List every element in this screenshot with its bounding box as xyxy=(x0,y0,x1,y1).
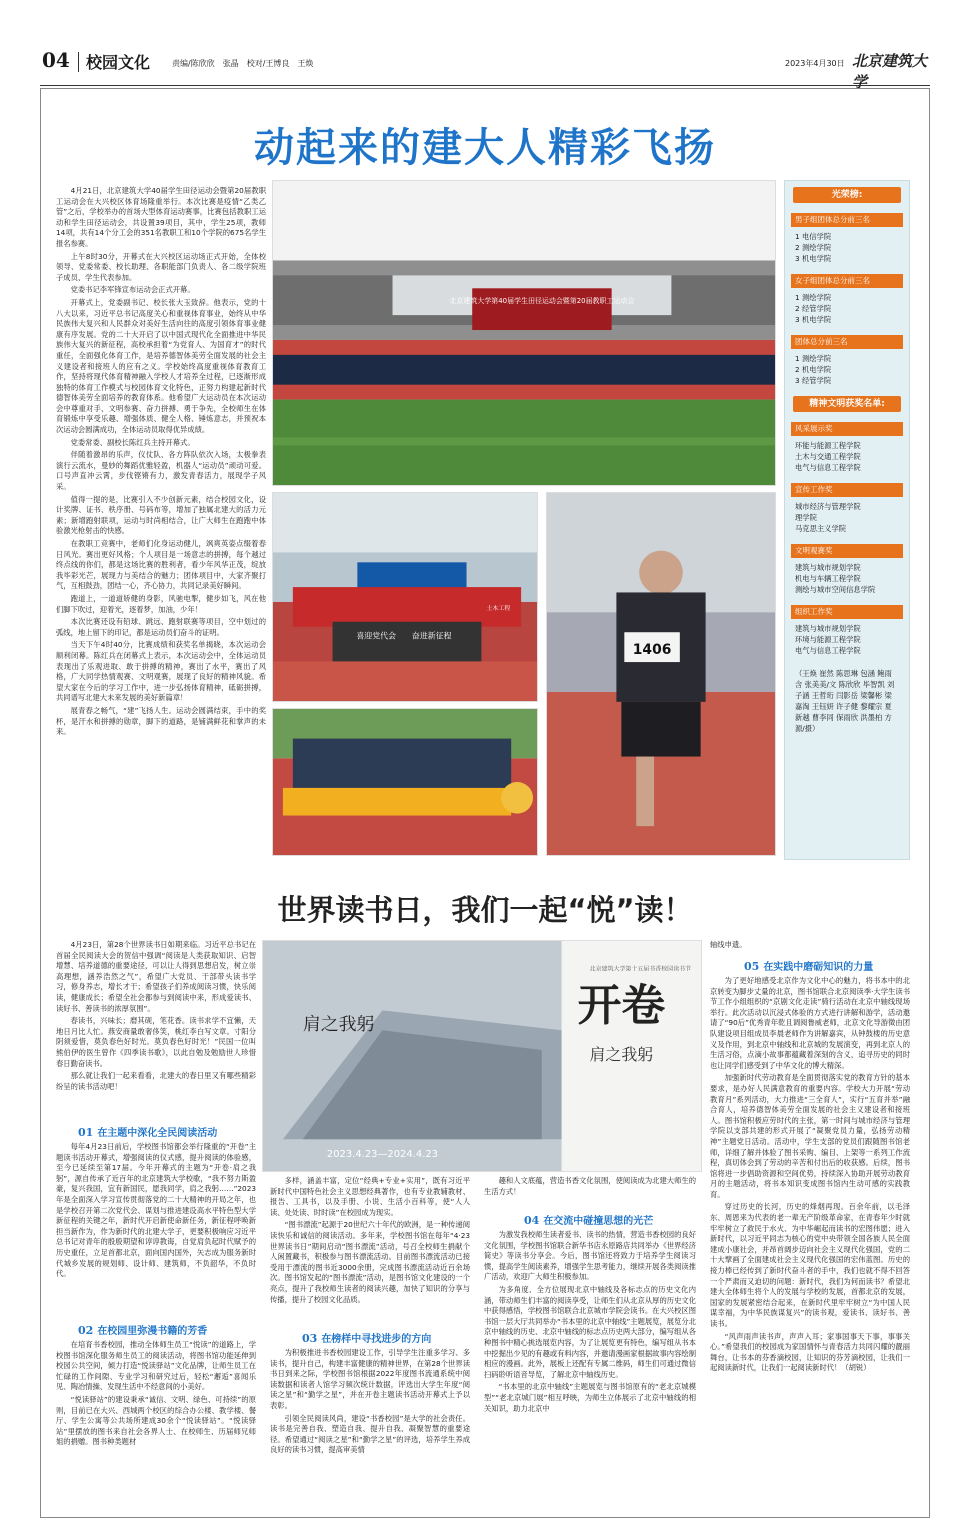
section-title: 在榜样中寻找进步的方向 xyxy=(321,1334,432,1345)
list-item: 机电与车辆工程学院 xyxy=(795,574,861,583)
section-01-body xyxy=(56,1142,256,1318)
list-women xyxy=(795,292,899,325)
list-item: 理学院 xyxy=(795,513,817,522)
sports-article xyxy=(56,186,266,856)
list-item: 3 机电学院 xyxy=(795,254,832,263)
paragraph: 加强新时代劳动教育是全面贯彻落实党的教育方针的基本要求，是办好人民满意教育的重要内容。学校大力开展“劳动教育月”系列活动，大力推进“三全育人”，实行“五育并举”融合育人，培养德智体美劳全面发展的社会主义建设者和接班人。图书馆积极应劳时代的主张，第一时间与城市经济与管理学院以支部共建的形式开展了“凝聚党员力量，弘扬劳动精神”主题党日活动。活动中，学生支部的党员们跟随图书馆老师，详细了解并体验了图书采购、编目、上架等一系列工作流程，真切体会到了劳动的辛苦和付出后的收获感。后续，图书馆将进一步倡助资源和空间优势，持续深入协助开展劳动教育月的主题活动，将书本知识变成图书馆内生动可感的实践教育。 xyxy=(710,1073,910,1199)
paragraph: 为激发我校师生读者爱书、读书的热情，营造书香校园的良好文化氛围，学校图书馆联合新华书店永原路店共同举办《世界经济简史》等读书分享会。今后，图书馆还将致力于培养学生阅读习惯，提高学生阅读素养，增强学生思考能力，继续开展各类阅读推广活动，欢迎广大师生积极参加。 xyxy=(484,1230,696,1282)
section-03-continued xyxy=(484,1176,696,1210)
honor-sidebar xyxy=(784,180,910,860)
section-04-body xyxy=(484,1230,696,1510)
category-zuzhi: 组织工作奖 xyxy=(791,605,903,619)
page-header xyxy=(40,44,930,91)
issue-date: 2023年4月30日 xyxy=(785,59,845,68)
section-03-heading xyxy=(302,1330,431,1345)
paragraph: 轴线申遗。 xyxy=(710,940,747,949)
section-title: 在实践中磨砺知识的力量 xyxy=(763,962,874,973)
list-item: 1 测绘学院 xyxy=(795,293,832,302)
race-bib-number: 1406 xyxy=(632,642,672,659)
list-item: 城市经济与管理学院 xyxy=(795,502,861,511)
paragraph: 每年4月23日前后，学校图书馆都会举行隆重的“开卷”主题读书活动开幕式，增强阅读的仪式感，提升阅读的体验感，至今已延续至第17届。今年开幕式的主题为“开卷·肩之我躬”，源自传承了近百年的北京建筑大学校歌，“我不努力斯盈豪，复兴我国，宜有新国民，愿我同学，肩之我躬……”2023年是全面深入学习宣传贯彻落党的二十大精神的开局之年，也是学校召开第二次党代会、谋划与推进建设高水平特色型大学新征程的关键之年，新时代开启新使命新任务，新征程呼唤新担当新作为，作为新时代的北建大学子，更要积极响应习近平总书记对青年的殷殷期望和谆谆教诲，自觉肩负起时代赋予的历史重任，立足首都北京，面向国内国外，矢志成为服务新时代城乡发展的规划师、设计师、建筑师，不负韶华，不负时代。 xyxy=(56,1142,256,1279)
list-item: 2 测绘学院 xyxy=(795,243,832,252)
list-item: 建筑与城市规划学院 xyxy=(795,563,861,572)
photo-credits: （王焕 崔然 陈思琳 包涵 鲍雨含 张美美/文 陈欣欣 毕智凯 刘子涵 王哲珩 闫影岳 梁馨彬 梁嘉淘 王钰妍 许子健 黎耀宗 夏新越 曹李同 保雨欣 洪墨柏 方源/摄） xyxy=(795,669,895,733)
list-item: 2 经管学院 xyxy=(795,304,832,313)
section-number: 01 xyxy=(78,1126,94,1139)
section-05-body xyxy=(710,976,910,1510)
caterpillar-race-photo xyxy=(272,708,538,856)
list-item: 3 机电学院 xyxy=(795,315,832,324)
list-xuanchuan xyxy=(795,501,899,534)
list-item: 马克思主义学院 xyxy=(795,524,847,533)
list-item: 电气与信息工程学院 xyxy=(795,463,861,472)
category-fengcai: 风采展示奖 xyxy=(791,422,903,436)
poster-main-text: 开卷 xyxy=(577,980,666,1032)
category-wenming: 文明观赛奖 xyxy=(791,544,903,558)
list-men xyxy=(795,231,899,264)
list-item: 环境与能源工程学院 xyxy=(795,635,861,644)
flag-text-1: 喜迎党代会 xyxy=(356,631,397,641)
paragraph: 上午8时30分，开幕式在大兴校区运动场正式开始，全体校领导、党委常委、校长助理、各职能部门负责人、各二级学院班子成员、学生代表参加。 xyxy=(56,251,266,282)
section-number: 02 xyxy=(78,1324,94,1337)
section-title: 在校园里弥漫书籍的芳香 xyxy=(97,1326,208,1337)
paragraph: “风声雨声读书声，声声入耳；家事国事天下事，事事关心。”希望我们的校园成为家国情怀与青春活力共同闪耀的靓丽舞台，让书本的芬香滴校园，让知识的芬芳滴校园，让我们一起阅读新时代，让我们一起阅读新时代！（胡锐） xyxy=(710,1331,910,1373)
section-number: 03 xyxy=(302,1332,318,1345)
list-wenming xyxy=(795,562,899,595)
list-item: 电气与信息工程学院 xyxy=(795,646,861,655)
paragraph: 为多角度、全方位展现北京中轴线及各标志点的历史文化内涵，带动师生们丰富的阅读享受，让师生们从北京从厚的历史文化中获得感悟，学校图书馆联合北京城市学院会读书。在大兴校区图书馆一层大厅共同举办“书本里的北京中轴线”主题展览，展览分北京中轴线的历史、北京中轴线的标志点历史两大部分，编写组从各种图书中精心挑选展览内容，为了让展览更有特色，编写组从书本中挖掘出少见的有趣或有料内容，并邀请漫画家根据故事内容绘制相应的漫画。此外，展板上还配有专属二维码，师生们可通过微信扫码聆听语音导览，了解北京中轴线历史。 xyxy=(484,1284,696,1379)
paragraph: 开幕式上，党委副书记、校长张大玉致辞。他表示，党的十八大以来，习近平总书记高度关心和重视体育事业，始终从中华民族伟大复兴和人民群众对美好生活向往的高度引领体育事业健康有序发展。党的二十大开启了以中国式现代化全面推进中华民族伟大复兴的新征程，高校承担着“为党育人、为国育才”的时代重任，全面强化体育工作，是培养德智体美劳全面发展的社会主义建设者和接班人的应有之义。学校始终高度重视体育教育工作，坚持将现代体育精神融入学校人才培养全过程，已逐渐形成独特的体育工作模式与校园体育文化特色，正努力构建起新时代德智体美劳全面培养的教育体系。他希望广大运动员在本次运动会中尊重对手、文明参赛、奋力拼搏、勇于争先，全校师生在体育锻炼中享受乐趣、增强体质、健全人格、锤炼意志，并预祝本次运动会圆满成功，全体运动员取得优异成绩。 xyxy=(56,297,266,435)
flag-text-3: 土木工程 xyxy=(486,604,511,612)
paragraph: 值得一提的是，比赛引入不少创新元素，结合校园文化，设计奖牌、证书、秩序册、号码布等，增加了独属北建大的活力元素；新增跑射联项，运动与时尚相结合，让广大师生在跑跑中体验激光枪射击的快感。 xyxy=(56,494,266,536)
honor-title: 光荣榜: xyxy=(793,187,901,203)
paragraph: 伴随着激昂的乐声，仪仗队、各方阵队依次入场，太极拳表演行云流水，曼妙的舞蹈优雅轻盈，机器人“运动员”顽动可爱。口号声直冲云霄，步伐铿锵有力，激发青春活力，展现学子风采。 xyxy=(56,450,266,492)
paragraph: 为积极推进书香校园建设工作，引导学生注重多学习、多读书，提升自己，构建丰富健康的精神世界，在第28个世界读书日到来之际，学校图书馆根据2022年度图书流通系统中阅读数据和读者人馆学习频次统计数据，评选出大学生年度“阅读之星”和“勤学之星”，并在开卷主题读书活动开幕式上予以表彰。 xyxy=(270,1348,470,1410)
poster-date: 2023.4.23—2024.4.23 xyxy=(326,1149,439,1161)
paragraph: “悦读驿站”的建设秉承“诚信、文明、绿色、可持续”的原则，目前已在大兴、西城两个校区的综合办公楼、教学楼、餐厅、学生公寓等公共场所建成30余个“悦读驿站”。“悦读驿站”里摆放的图书来自社会各界人士、在校师生、历届师兄师姐的捐赠。图书种类题材 xyxy=(56,1394,256,1447)
section-02-body xyxy=(56,1340,256,1510)
header-divider xyxy=(78,52,79,72)
flag-team-photo xyxy=(272,492,538,702)
paragraph: 穿过历史的长河，历史的烽烟再现。百余年前，以毛泽东、周恩来为代表的老一辈无产阶级革命家，在青春年少时就牢牢树立了救民于水火、为中华崛起而读书的宏图伟愿；进入新时代，以习近平同志为核心的党中央带领全国各族人民全面建成小康社会，并昂首阔步迈向社会主义现代化强国，党的二十大擘画了全面建成社会主义现代化强国的宏伟蓝图。历史的接力棒已经传到了新时代奋斗者的手中，我们也就不得不回答一个严肃而又迫切的问题：新时代，我们为何而读书？希望北建大全体师生将个人的发展与学校的发展，首都北京的发展，国家的发展紧密结合起来，在新时代里牢牢树立“为中国人民谋幸福，为中华民族谋复兴”的读书观，爱读书、读好书、善读书。 xyxy=(710,1202,910,1328)
category-xuanchuan: 宣传工作奖 xyxy=(791,483,903,497)
section-number: 04 xyxy=(524,1214,540,1227)
poster-sub-text: 肩之我躬 xyxy=(589,1044,654,1064)
list-item: 环能与能源工程学院 xyxy=(795,441,861,450)
reading-headline: 世界读书日，我们一起“悦”读！ xyxy=(277,893,693,927)
reading-intro xyxy=(56,940,256,1118)
paragraph: 为了更好地感受北京作为文化中心的魅力，将书本中的北京转变为脚步丈量的北京，图书馆联合北京阅读季·大学生读书节工作小组组织的“京剧文化走读”骑行活动在北京中轴线现场举行。此次活动以沉浸式体验的方式进行讲解和游学，活动邀请了“90后”优秀青年乾且调阅鲁威老师，北京文化导游徵由团队建设项目组成员李晨老师作为讲解嘉宾，从钟鼓楼的历史意义及作用，到北京中轴线和北京城的发展演变，再到北京人的生活习俗，点滴小故事都蕴藏着深刻的含义，追寻历史的同时也让同学们感受到了中华文化的博大精深。 xyxy=(710,976,910,1070)
paragraph: 跑道上，一道道矫健的身影，风驰电掣，健步如飞，风在他们脚下吹过，迎着光，逐着梦，加油，少年！ xyxy=(56,593,266,614)
section-04-continued xyxy=(710,940,910,954)
section-02-heading xyxy=(78,1322,207,1337)
stadium-banner-text: 北京建筑大学第40届学生田径运动会暨第20届教职工运动会 xyxy=(449,297,635,306)
list-item: 建筑与城市规划学院 xyxy=(795,624,861,633)
list-item: 3 经管学院 xyxy=(795,376,832,385)
stadium-photo xyxy=(272,180,776,486)
paragraph: “书本里的北京中轴线”主题展览与图书馆原有的“老北京城模型”“老北京城门展”相互呼映，为师生立体展示了北京中轴线的相关知识，助力北京中 xyxy=(484,1382,696,1413)
newspaper-logo: 北京建筑大学 xyxy=(852,52,928,91)
list-team xyxy=(795,353,899,386)
category-team: 团体总分前三名 xyxy=(791,335,903,349)
paragraph: 趣和人文底蕴，营造书香文化氛围，使阅读成为北建大师生的生活方式！ xyxy=(484,1176,696,1196)
editor-credits: 责编/陈欣欣 张晶 校对/王博良 王焕 xyxy=(172,59,314,68)
paragraph: 在培育书香校园，推动全体师生员工“悦读”的道路上，学校图书馆深化服务师生员工的阅读活动，将图书馆功能延伸到校园公共空间，倾力打造“悦读驿站”文化品牌，让师生员工在忙碌的工作间隙、专业学习和研究过后，轻松“邂逅”喜闻乐见、陶冶情操、发现生活中不经意间的小美好。 xyxy=(56,1340,256,1392)
list-item: 测绘与城市空间信息学院 xyxy=(795,585,876,594)
paragraph: 当天下午4时40分，比赛成绩和获奖名单揭晓，本次运动会顺利闭幕。陈红兵在闭幕式上表示，本次运动会中，全体运动员表现出了乐观进取、敢于拼搏的精神，赛出了水平，赛出了风格，广大同学热情观赛、文明观赛，展现了良好的精神风貌。希望大家在今后的学习工作中，进一步弘扬体育精神，砥砺拼搏，共同谱写北建大未来发展的美好新篇章！ xyxy=(56,640,266,703)
section-title: 在交流中碰撞思想的光芒 xyxy=(543,1216,654,1227)
poster-left-text: 肩之我躬 xyxy=(302,1014,375,1036)
runner-photo xyxy=(546,492,776,856)
paragraph: 展青春之畅气，“建”飞扬人生。运动会圆满结束，手中的奖杯，是汗水和拼搏的勋章，脚下的道路，是铺满鲜花和掌声的未来。 xyxy=(56,705,266,737)
section-title: 在主题中深化全民阅读活动 xyxy=(97,1128,218,1139)
paragraph: 党委书记李军锋宣布运动会正式开幕。 xyxy=(70,285,195,295)
section-number: 05 xyxy=(744,960,760,973)
page-number: 04 xyxy=(42,48,70,72)
paragraph: 春读书，兴味长；磨其砚，笔花香。读书求学不宜懒，天地日月比人忙。燕安商量敢奢侈笑，桃红李白写文章。寸阳分阴须爱惜，莫负春色好时光。莫负春色好时光！”民国一位叫熊伯伊的医生曾作《四季读书歌》，以此自勉及勉励世人珍惜春日勤奋读书。 xyxy=(56,1016,256,1068)
list-item: 1 电信学院 xyxy=(795,232,832,241)
paragraph: 在教职工竞赛中，老师们化身运动健儿，飒爽英姿点缀着春日风光。赛出更好风格；个人项目是一场意志的拼搏，每个越过终点线的你们，都是这场比赛的胜利者，看少年风华正茂，绽放我毕彩光芒，展现力与美结合的魅力；团体项目中，大家齐聚打气，互相鼓劲，团结一心，齐心协力，共同记录美好瞬间。 xyxy=(56,539,266,591)
reading-poster xyxy=(262,940,702,1172)
sports-headline: 动起来的建大人精彩飞扬 xyxy=(254,125,716,171)
poster-side-text: 北京建筑大学第十五届书香校园读书节 xyxy=(589,965,692,973)
section-02-continued xyxy=(270,1176,470,1326)
paragraph: 本次比赛还设有铅球、跳远、跑射联赛等项目，空中划过的弧线，地上留下的印记，都是运动员们奋斗的证明。 xyxy=(56,617,266,637)
list-item: 土木与交通工程学院 xyxy=(795,452,861,461)
paragraph: 党委常委、副校长陈红兵主持开幕式。 xyxy=(70,437,195,447)
paragraph: “图书漂流”起源于20世纪六十年代的欧洲，是一种传递阅读快乐和诚信的阅读活动。多年来，学校图书馆在每年“4·23世界读书日”期间启动“图书漂流”活动，号召全校师生捐献个人闲置藏书，积极参与图书漂流活动。目前图书漂流活动已接受用于漂流的图书近3000余册，完成图书漂流活动近百余场次。图书馆发起的“图书漂流”活动，是图书馆文化建设的一个亮点，提升了我校师生读者的阅读兴趣，加快了知识的分享与传播，提升了校园文化品质。 xyxy=(270,1220,470,1304)
category-women: 女子组团体总分前三名 xyxy=(791,274,903,288)
flag-text-2: 奋进新征程 xyxy=(411,631,452,641)
section-name: 校园文化 xyxy=(86,53,151,72)
paragraph: 那么就让我们一起来看看，北建大的春日里又有哪些精彩纷呈的读书活动吧！ xyxy=(56,1071,256,1091)
paragraph: 引领全民阅读风尚，建设“书香校园”是大学的社会责任。读书是完善自我、塑造自我、提升自我、凝聚智慧的重要途径。希望通过“阅读之星”和“勤学之星”的评选，培养学生养成良好的读书习惯，提高审美情 xyxy=(270,1413,470,1455)
list-item: 2 机电学院 xyxy=(795,365,832,374)
list-zuzhi xyxy=(795,623,899,656)
section-03-body xyxy=(270,1348,470,1510)
section-04-heading xyxy=(524,1212,653,1227)
list-item: 1 测绘学院 xyxy=(795,354,832,363)
section-05-heading xyxy=(744,958,873,973)
paragraph: 4月23日，第28个世界读书日如期来临。习近平总书记在首届全民阅读大会的贺信中强调“阅读是人类获取知识、启智增慧、培养道德的重要途径，可以让人得到思想启发，树立崇高理想，涵养浩然之气”，希望广大党员、干部带头读书学习，修身养志，增长才干；希望孩子们养成阅读习惯，快乐阅读，健康成长；希望全社会都参与到阅读中来，形成爱读书、读好书、善读书的浓厚氛围”。 xyxy=(56,940,256,1013)
paragraph: 4月21日，北京建筑大学40届学生田径运动会暨第20届教职工运动会在大兴校区体育场隆重举行。本次比赛是疫情“乙类乙管”之后，学校举办的首场大型体育运动赛事，比赛包括教职工运动和学生田径运动会，共设置39项目，其中，学生25项，教师14项，共有14个分工会的351名教职工和10个学院的675名学生报名参赛。 xyxy=(56,186,266,248)
section-01-heading xyxy=(78,1124,217,1139)
list-fengcai xyxy=(795,440,899,473)
spirit-title: 精神文明获奖名单: xyxy=(793,396,901,412)
paragraph: 多样，涵盖丰富，定位“经典+专业+实用”，既有习近平新时代中国特色社会主义思想经典著作，也有专业教辅教材、报告、工具书，以及手册、小说、生活小百科等，使“人人读、处处读、时时读”在校园成为现实。 xyxy=(270,1176,470,1217)
category-men: 男子组团体总分前三名 xyxy=(791,213,903,227)
